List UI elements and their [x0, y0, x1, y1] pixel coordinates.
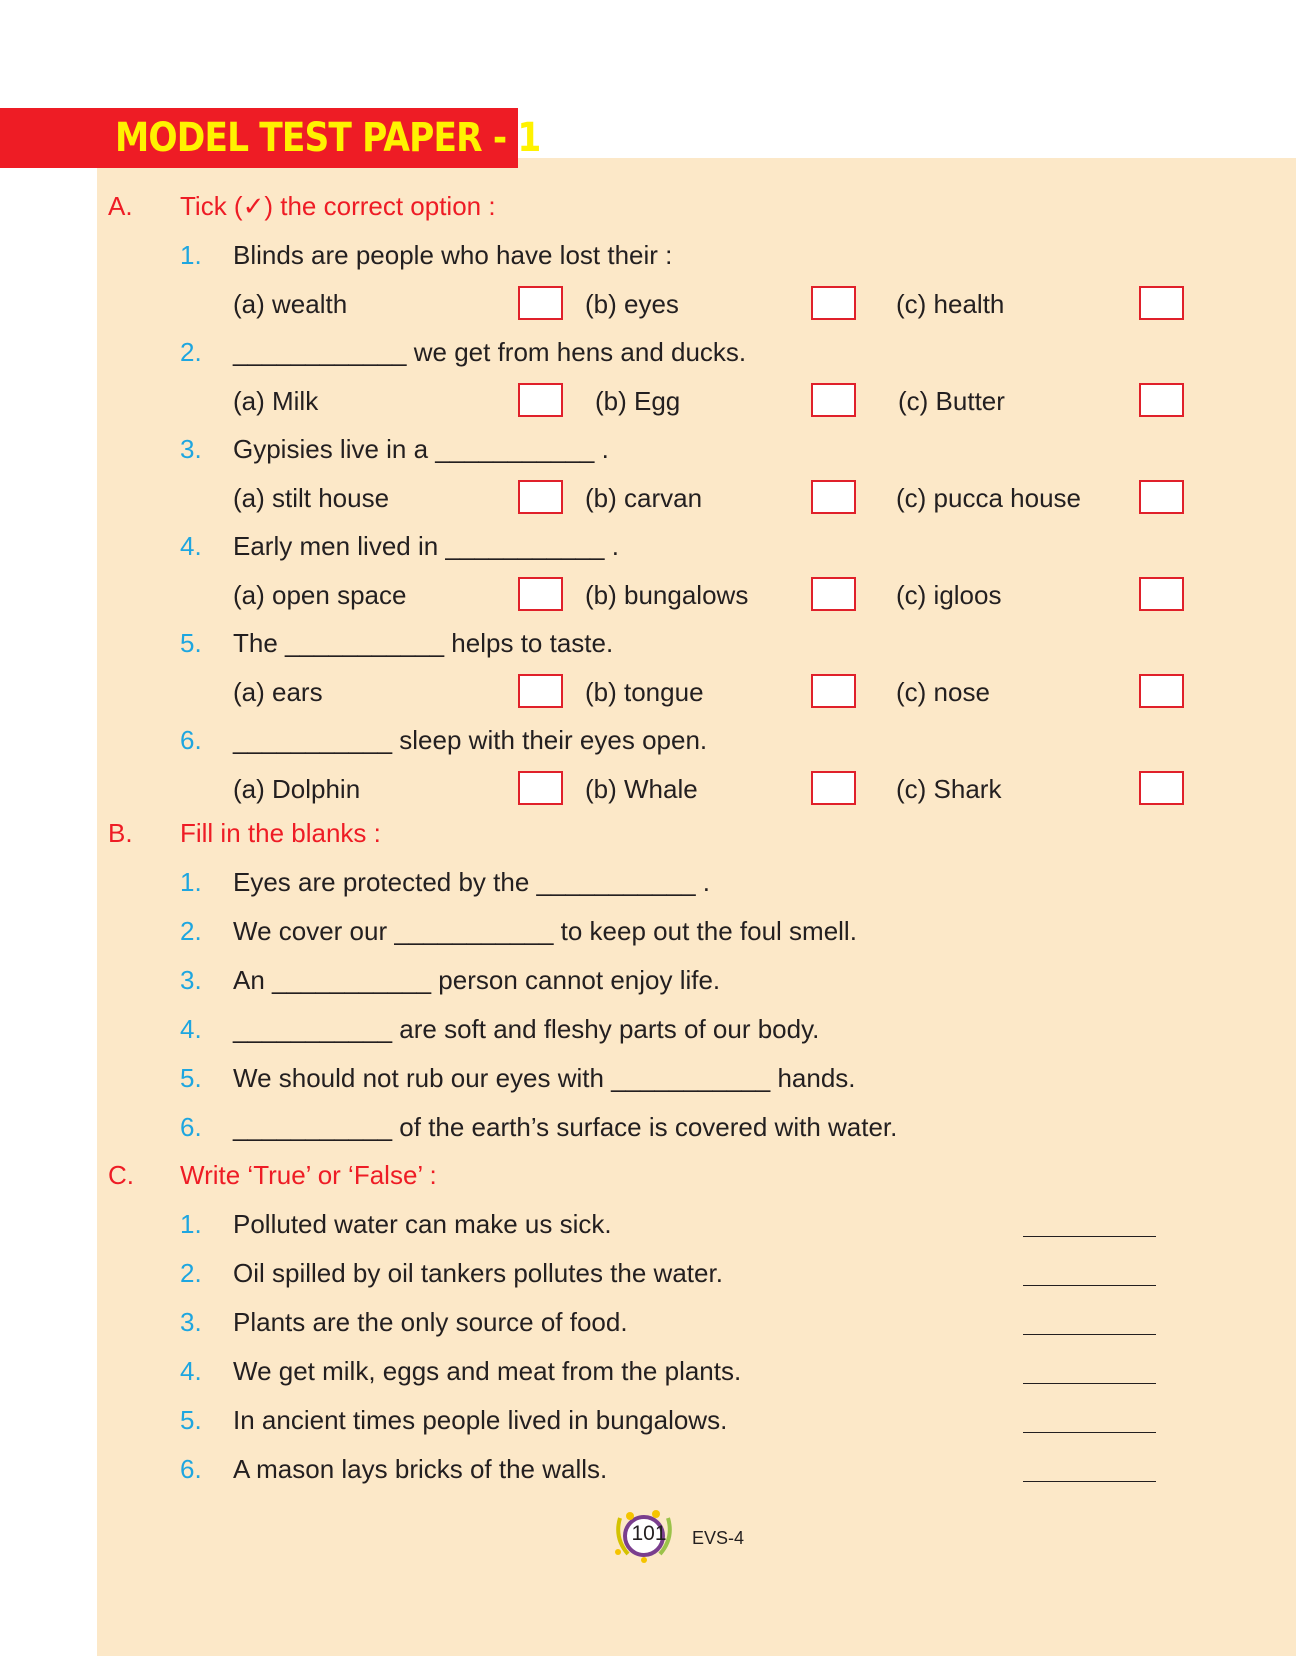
- fill-blank-text: ___________ are soft and fleshy parts of our body.: [233, 1014, 820, 1044]
- item-number: 4.: [180, 1014, 202, 1044]
- item-number: 4.: [180, 1356, 202, 1386]
- section-b-heading: Fill in the blanks :: [180, 818, 381, 848]
- section-c-letter: C.: [108, 1160, 134, 1190]
- question-text: ____________ we get from hens and ducks.: [233, 337, 747, 367]
- tick-checkbox[interactable]: [811, 383, 856, 417]
- page-number: 101: [631, 1522, 667, 1545]
- option-label: (a) Dolphin: [233, 774, 361, 804]
- question-text: Gypisies live in a ___________ .: [233, 434, 609, 464]
- option-label: (a) open space: [233, 580, 407, 610]
- fill-blank-text: Eyes are protected by the ___________ .: [233, 867, 711, 897]
- tick-checkbox[interactable]: [811, 674, 856, 708]
- tick-checkbox[interactable]: [518, 383, 563, 417]
- item-number: 1.: [180, 867, 202, 897]
- tick-checkbox[interactable]: [518, 577, 563, 611]
- fill-blank-text: An ___________ person cannot enjoy life.: [233, 965, 721, 995]
- tick-checkbox[interactable]: [1139, 286, 1184, 320]
- tick-checkbox[interactable]: [518, 771, 563, 805]
- item-number: 5.: [180, 1063, 202, 1093]
- item-number: 2.: [180, 916, 202, 946]
- item-number: 6.: [180, 1112, 202, 1142]
- tick-checkbox[interactable]: [1139, 577, 1184, 611]
- question-text: ___________ sleep with their eyes open.: [233, 725, 708, 755]
- option-label: (c) health: [896, 289, 1005, 319]
- book-code: EVS-4: [692, 1528, 745, 1548]
- page-title: MODEL TEST PAPER - 1: [115, 115, 541, 161]
- statement-text: We get milk, eggs and meat from the plants.: [233, 1356, 742, 1386]
- option-label: (a) Milk: [233, 386, 319, 416]
- tick-checkbox[interactable]: [518, 480, 563, 514]
- section-a-letter: A.: [108, 191, 133, 221]
- option-label: (b) carvan: [585, 483, 703, 513]
- item-number: 3.: [180, 965, 202, 995]
- question-number: 4.: [180, 531, 202, 561]
- option-label: (b) eyes: [585, 289, 679, 319]
- statement-text: A mason lays bricks of the walls.: [233, 1454, 608, 1484]
- option-label: (a) wealth: [233, 289, 348, 319]
- tick-checkbox[interactable]: [811, 286, 856, 320]
- answer-blank[interactable]: [1023, 1236, 1156, 1237]
- statement-text: Polluted water can make us sick.: [233, 1209, 612, 1239]
- statement-text: Plants are the only source of food.: [233, 1307, 628, 1337]
- option-label: (c) nose: [896, 677, 990, 707]
- tick-checkbox[interactable]: [518, 674, 563, 708]
- option-label: (b) Egg: [595, 386, 681, 416]
- option-label: (a) stilt house: [233, 483, 390, 513]
- section-b-letter: B.: [108, 818, 133, 848]
- option-label: (c) igloos: [896, 580, 1002, 610]
- question-number: 6.: [180, 725, 202, 755]
- question-text: The ___________ helps to taste.: [233, 628, 614, 658]
- option-label: (b) bungalows: [585, 580, 749, 610]
- section-a-heading: Tick (✓) the correct option :: [180, 191, 496, 221]
- answer-blank[interactable]: [1023, 1432, 1156, 1433]
- answer-blank[interactable]: [1023, 1285, 1156, 1286]
- question-number: 2.: [180, 337, 202, 367]
- tick-checkbox[interactable]: [1139, 674, 1184, 708]
- statement-text: In ancient times people lived in bungalows.: [233, 1405, 728, 1435]
- item-number: 6.: [180, 1454, 202, 1484]
- fill-blank-text: ___________ of the earth’s surface is covered with water.: [233, 1112, 898, 1142]
- section-c-heading: Write ‘True’ or ‘False’ :: [180, 1160, 437, 1190]
- option-label: (c) pucca house: [896, 483, 1081, 513]
- tick-checkbox[interactable]: [811, 480, 856, 514]
- option-label: (c) Butter: [898, 386, 1005, 416]
- tick-checkbox[interactable]: [1139, 771, 1184, 805]
- question-text: Early men lived in ___________ .: [233, 531, 619, 561]
- option-label: (a) ears: [233, 677, 323, 707]
- tick-checkbox[interactable]: [1139, 480, 1184, 514]
- answer-blank[interactable]: [1023, 1334, 1156, 1335]
- option-label: (b) tongue: [585, 677, 704, 707]
- item-number: 2.: [180, 1258, 202, 1288]
- tick-checkbox[interactable]: [811, 771, 856, 805]
- question-number: 1.: [180, 240, 202, 270]
- fill-blank-text: We should not rub our eyes with ___________ hands.: [233, 1063, 856, 1093]
- question-number: 3.: [180, 434, 202, 464]
- tick-checkbox[interactable]: [518, 286, 563, 320]
- statement-text: Oil spilled by oil tankers pollutes the water.: [233, 1258, 723, 1288]
- question-text: Blinds are people who have lost their :: [233, 240, 673, 270]
- tick-checkbox[interactable]: [811, 577, 856, 611]
- answer-blank[interactable]: [1023, 1481, 1156, 1482]
- answer-blank[interactable]: [1023, 1383, 1156, 1384]
- tick-checkbox[interactable]: [1139, 383, 1184, 417]
- item-number: 3.: [180, 1307, 202, 1337]
- fill-blank-text: We cover our ___________ to keep out the foul smell.: [233, 916, 857, 946]
- item-number: 1.: [180, 1209, 202, 1239]
- question-number: 5.: [180, 628, 202, 658]
- item-number: 5.: [180, 1405, 202, 1435]
- option-label: (b) Whale: [585, 774, 698, 804]
- option-label: (c) Shark: [896, 774, 1002, 804]
